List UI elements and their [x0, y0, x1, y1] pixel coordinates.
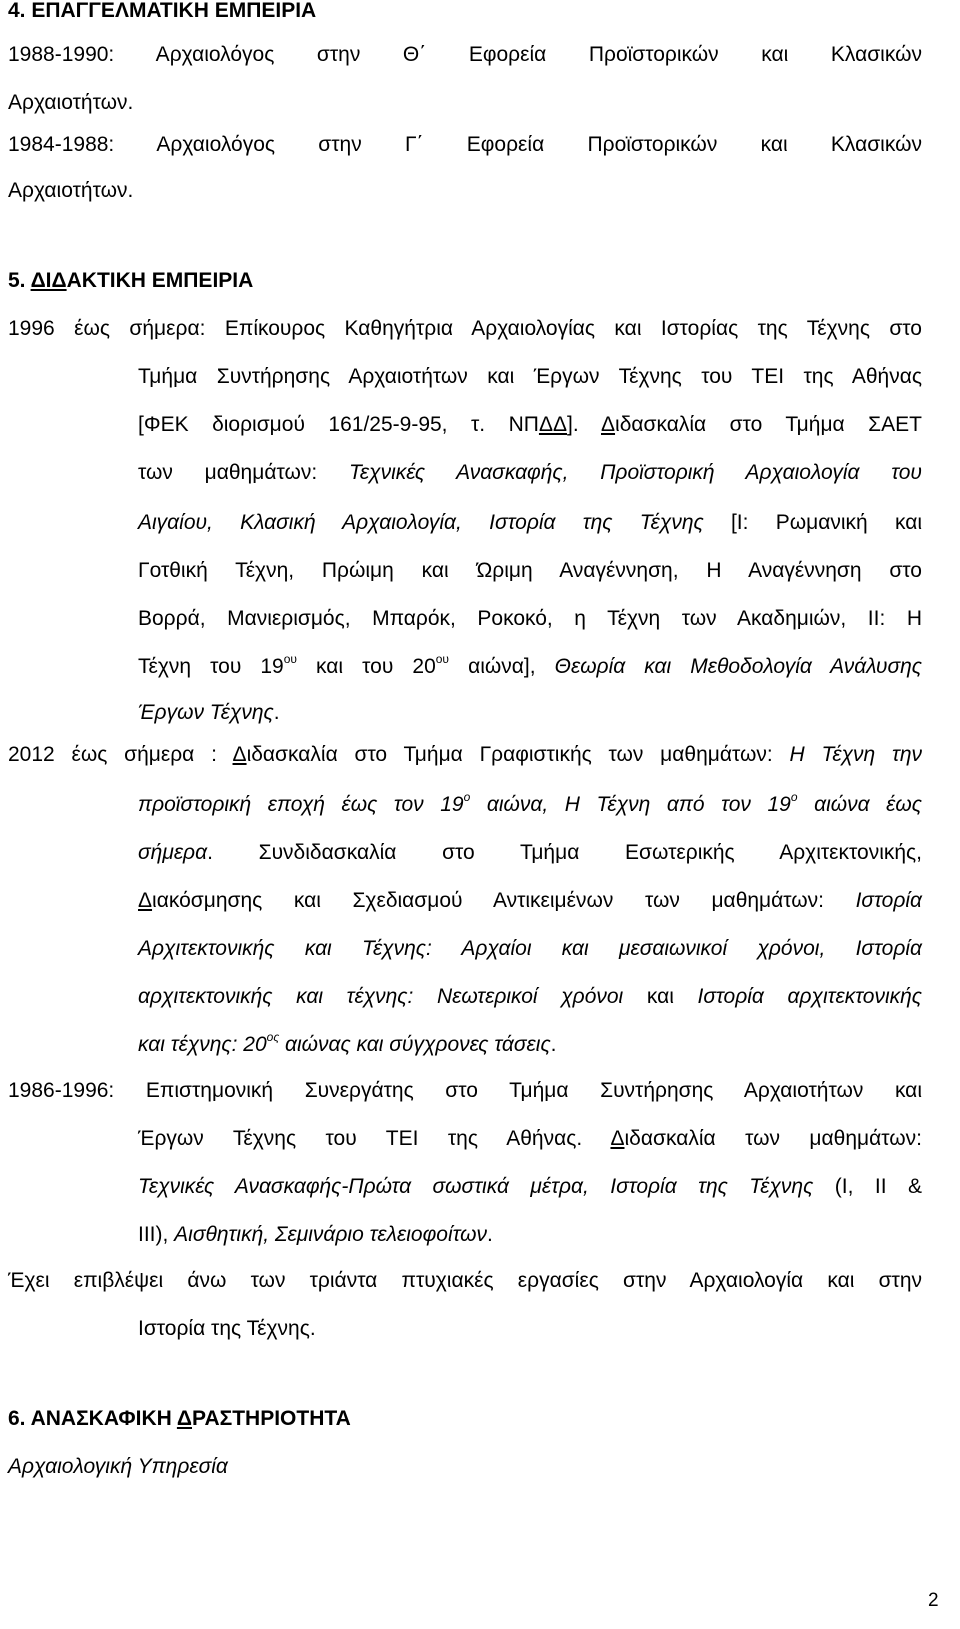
teaching-2012-line-4: Διακόσμησης και Σχεδιασμού Αντικειμένων των μαθημάτων: Ιστορία — [138, 889, 922, 912]
teaching-1996-line-8: Τέχνη του $19^{o\upsilon}$ και του $20^{o\upsilon}$ αιώνα], Θεωρία και Μεθοδολογία Ανάλυσης — [138, 652, 922, 678]
experience-entry-1988: 1988-1990: Αρχαιολόγος στην Θ΄ Εφορεία Προϊστορικών και Κλασικών — [8, 43, 922, 66]
teaching-1996-line-7: Βορρά, Μανιερισμός, Μπαρόκ, Ροκοκό, η Τέχνη των Ακαδημιών, ΙΙ: Η — [138, 607, 922, 630]
teaching-1986-line-3: Τεχνικές Ανασκαφής-Πρώτα σωστικά μέτρα, Ιστορία της Τέχνης (Ι, ΙΙ & — [138, 1175, 922, 1198]
experience-entry-1984-cont: Αρχαιοτήτων. — [8, 179, 134, 202]
teaching-1996-line-1: 1996 έως σήμερα: Επίκουρος Καθηγήτρια Αρχαιολογίας και Ιστορίας της Τέχνης στο — [8, 317, 922, 340]
experience-entry-1988-cont: Αρχαιοτήτων. — [8, 91, 134, 114]
teaching-1986-line-2: Έργων Τέχνης του ΤΕΙ της Αθήνας. Διδασκαλία των μαθημάτων: — [138, 1127, 922, 1150]
section-6-subheading: Αρχαιολογική Υπηρεσία — [8, 1455, 228, 1478]
teaching-1996-line-3: [ΦΕΚ διορισμού 161/25-9-95, τ. ΝΠΔΔ]. Διδασκαλία στο Τμήμα ΣΑΕΤ — [138, 413, 922, 436]
experience-entry-1984: 1984-1988: Αρχαιολόγος στην Γ΄ Εφορεία Προϊστορικών και Κλασικών — [8, 133, 922, 156]
teaching-1996-line-2: Τμήμα Συντήρησης Αρχαιοτήτων και Έργων Τέχνης του ΤΕΙ της Αθήνας — [138, 365, 922, 388]
teaching-2012-line-2: προϊστορική εποχή έως τον $19^o$ αιώνα, Η Τέχνη από τον $19^o$ αιώνα έως — [138, 790, 922, 816]
supervision-line-1: Έχει επιβλέψει άνω των τριάντα πτυχιακές εργασίες στην Αρχαιολογία και στην — [8, 1269, 922, 1292]
page-number: 2 — [928, 1590, 939, 1611]
teaching-1986-line-4: ΙΙΙ), Αισθητική, Σεμινάριο τελειοφοίτων. — [138, 1223, 493, 1246]
teaching-2012-line-5: Αρχιτεκτονικής και Τέχνης: Αρχαίοι και μεσαιωνικοί χρόνοι, Ιστορία — [138, 937, 922, 960]
teaching-2012-line-3: σήμερα. Συνδιδασκαλία στο Τμήμα Εσωτερικής Αρχιτεκτονικής, — [138, 841, 922, 864]
teaching-1996-line-4: των μαθημάτων: Τεχνικές Ανασκαφής, Προϊστορική Αρχαιολογία του — [138, 461, 922, 484]
section-4-heading: 4. ΕΠΑΓΓΕΛΜΑΤΙΚΗ ΕΜΠΕΙΡΙΑ — [8, 0, 317, 22]
supervision-line-2: Ιστορία της Τέχνης. — [138, 1317, 316, 1340]
teaching-1996-line-9: Έργων Τέχνης. — [138, 701, 280, 724]
teaching-2012-line-6: αρχιτεκτονικής και τέχνης: Νεωτερικοί χρόνοι και Ιστορία αρχιτεκτονικής — [138, 985, 923, 1008]
teaching-2012-line-7: και τέχνης: $20^{o\varsigma}$ αιώνας και σύγχρονες τάσεις. — [138, 1030, 557, 1056]
teaching-1986-line-1: 1986-1996: Επιστημονική Συνεργάτης στο Τμήμα Συντήρησης Αρχαιοτήτων και — [8, 1079, 922, 1102]
section-6-heading: 6. ΑΝΑΣΚΑΦΙΚΗ ΔΡΑΣΤΗΡΙΟΤΗΤΑ — [8, 1407, 351, 1430]
teaching-2012-line-1: 2012 έως σήμερα : Διδασκαλία στο Τμήμα Γραφιστικής των μαθημάτων: Η Τέχνη την — [8, 743, 923, 766]
teaching-1996-line-6: Γοτθική Τέχνη, Πρώιμη και Ώριμη Αναγέννηση, Η Αναγέννηση στο — [138, 559, 922, 582]
section-5-heading: 5. ΔΙΔΑΚΤΙΚΗ ΕΜΠΕΙΡΙΑ — [8, 269, 254, 292]
teaching-1996-line-5: Αιγαίου, Κλασική Αρχαιολογία, Ιστορία της Τέχνης [Ι: Ρωμανική και — [138, 511, 922, 534]
